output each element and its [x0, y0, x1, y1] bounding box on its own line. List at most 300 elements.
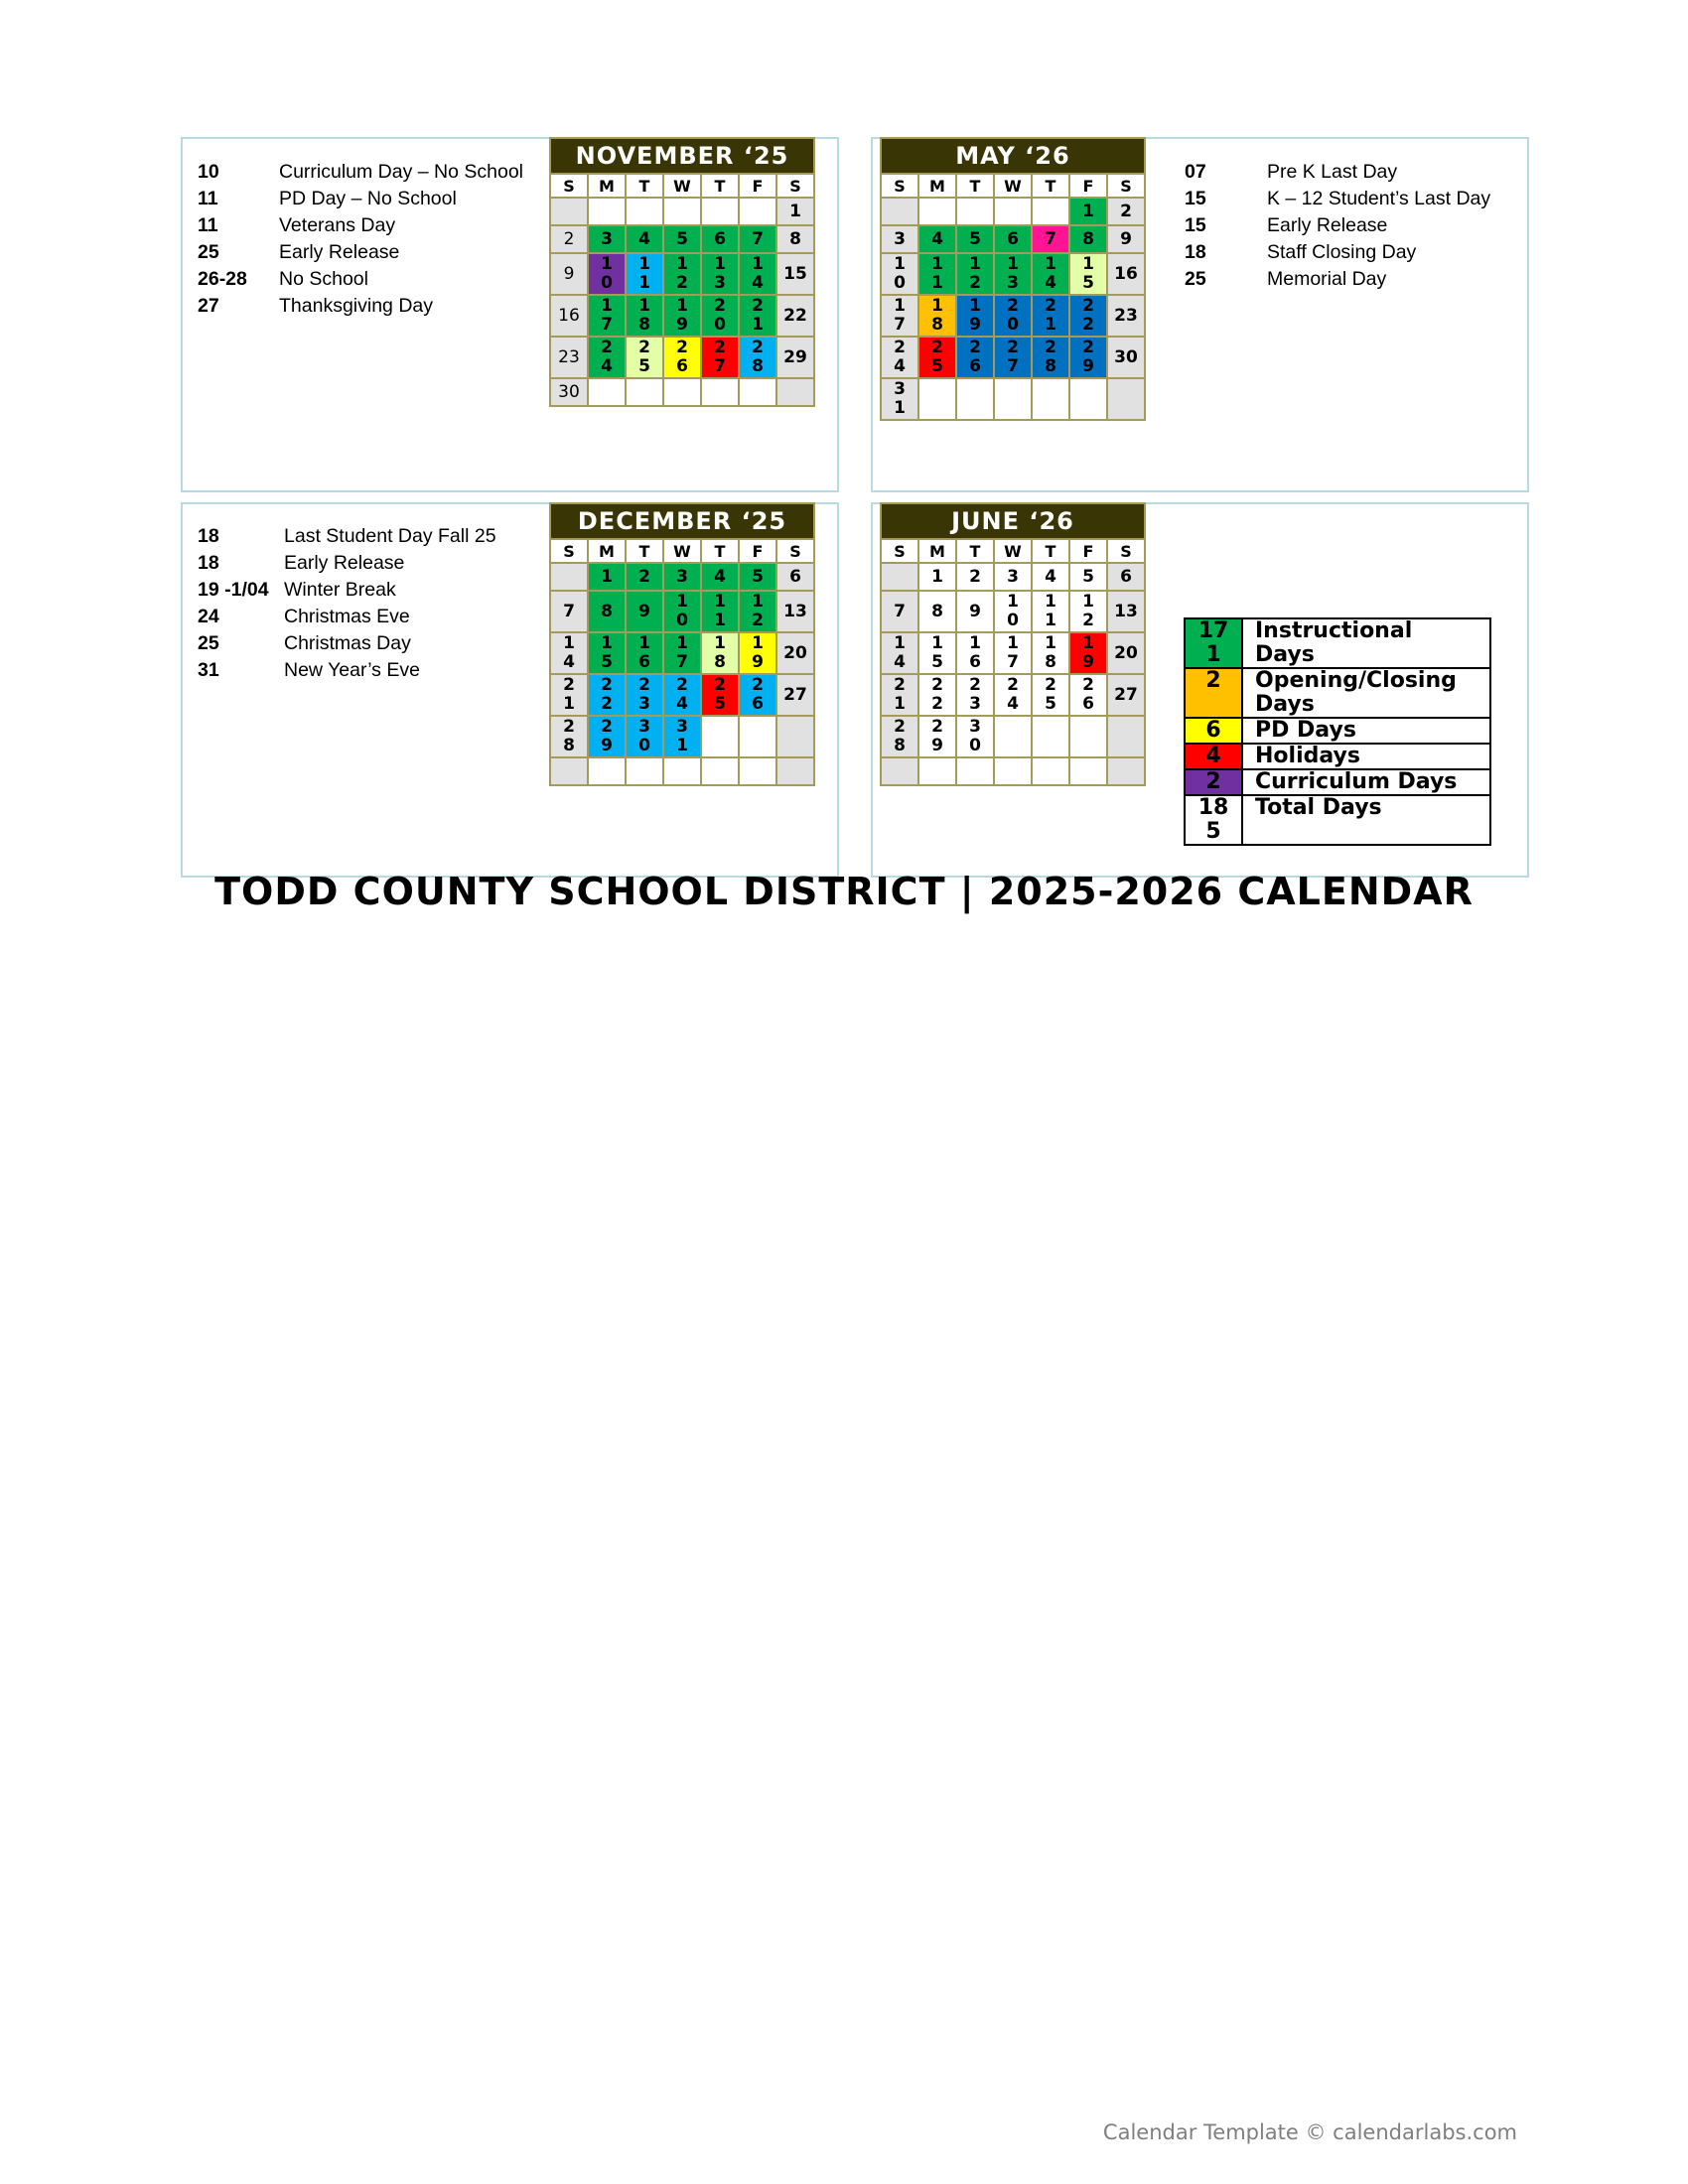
day-cell: 8	[918, 591, 956, 632]
event-date: 25	[198, 241, 219, 263]
day-cell: 1 9	[1069, 632, 1107, 674]
empty-day-cell	[956, 198, 994, 225]
day-cell: 2 5	[701, 674, 739, 716]
june-calendar	[880, 502, 1146, 786]
empty-day-cell	[1107, 757, 1145, 785]
day-cell: 1 8	[1032, 632, 1069, 674]
day-cell: 7	[881, 591, 918, 632]
week-row	[881, 632, 1145, 674]
weekday-header: S	[776, 539, 814, 563]
event-row	[198, 550, 496, 577]
empty-day-cell	[626, 198, 663, 225]
event-description: Winter Break	[284, 579, 396, 601]
event-date: 24	[198, 606, 219, 627]
empty-day-cell	[1032, 757, 1069, 785]
empty-day-cell	[663, 198, 701, 225]
weekday-header: T	[626, 174, 663, 198]
day-cell: 2	[626, 563, 663, 591]
empty-day-cell	[739, 716, 776, 757]
weekday-header: T	[956, 174, 994, 198]
day-cell: 1 7	[881, 295, 918, 337]
empty-day-cell	[701, 716, 739, 757]
week-row	[550, 716, 814, 757]
week-row	[550, 591, 814, 632]
day-cell: 30	[1107, 337, 1145, 378]
day-cell: 2 1	[550, 674, 588, 716]
week-row	[881, 198, 1145, 225]
empty-day-cell	[994, 757, 1032, 785]
event-description: Pre K Last Day	[1267, 161, 1398, 183]
day-cell: 4	[1032, 563, 1069, 591]
empty-day-cell	[1069, 716, 1107, 757]
week-row	[550, 198, 814, 225]
day-cell: 3 1	[663, 716, 701, 757]
week-row	[550, 337, 814, 378]
empty-day-cell	[1032, 378, 1069, 420]
event-description: Early Release	[1267, 214, 1388, 236]
may-calendar	[880, 137, 1146, 421]
week-row	[881, 253, 1145, 295]
day-cell: 2 7	[701, 337, 739, 378]
day-cell: 1 1	[918, 253, 956, 295]
day-cell: 5	[1069, 563, 1107, 591]
weekday-header: S	[881, 174, 918, 198]
day-cell: 3	[881, 225, 918, 253]
empty-day-cell	[588, 757, 626, 785]
legend-count: 18 5	[1185, 795, 1242, 845]
empty-day-cell	[626, 757, 663, 785]
empty-day-cell	[994, 378, 1032, 420]
week-row	[881, 757, 1145, 785]
event-row	[1185, 212, 1490, 239]
weekday-header: T	[701, 539, 739, 563]
day-cell: 16	[550, 295, 588, 337]
legend-label: Total Days	[1242, 795, 1490, 845]
event-row	[1185, 186, 1490, 212]
day-cell: 1 6	[956, 632, 994, 674]
legend-count: 4	[1185, 744, 1242, 769]
weekday-header: T	[626, 539, 663, 563]
day-cell: 2 3	[956, 674, 994, 716]
legend-label: Holidays	[1242, 744, 1490, 769]
day-cell: 2 9	[588, 716, 626, 757]
weekday-header: W	[994, 539, 1032, 563]
weekday-header: F	[739, 174, 776, 198]
day-cell: 2 3	[626, 674, 663, 716]
day-cell: 2	[1107, 198, 1145, 225]
december-events	[198, 523, 496, 684]
empty-day-cell	[956, 757, 994, 785]
day-cell: 2 1	[881, 674, 918, 716]
day-cell: 7	[739, 225, 776, 253]
week-row	[881, 295, 1145, 337]
empty-day-cell	[739, 198, 776, 225]
day-cell: 1 5	[1069, 253, 1107, 295]
day-cell: 1 7	[663, 632, 701, 674]
november-calendar	[549, 137, 815, 407]
template-credit: Calendar Template © calendarlabs.com	[1102, 2120, 1517, 2144]
day-cell: 1 9	[956, 295, 994, 337]
day-cell: 6	[776, 563, 814, 591]
month-title: JUNE ‘26	[881, 503, 1145, 539]
event-date: 15	[1185, 214, 1206, 236]
day-cell: 9	[1107, 225, 1145, 253]
day-cell: 9	[550, 253, 588, 295]
legend-label: PD Days	[1242, 718, 1490, 744]
event-description: Staff Closing Day	[1267, 241, 1417, 263]
weekday-header: M	[918, 174, 956, 198]
empty-day-cell	[550, 563, 588, 591]
event-date: 07	[1185, 161, 1206, 183]
day-cell: 13	[1107, 591, 1145, 632]
event-row	[198, 239, 523, 266]
event-row	[198, 186, 523, 212]
month-title: MAY ‘26	[881, 138, 1145, 174]
day-cell: 27	[776, 674, 814, 716]
week-row	[550, 674, 814, 716]
empty-day-cell	[550, 757, 588, 785]
day-cell: 23	[1107, 295, 1145, 337]
event-row	[198, 293, 523, 320]
day-cell: 3 0	[956, 716, 994, 757]
event-description: Last Student Day Fall 25	[284, 525, 496, 547]
day-cell: 4	[918, 225, 956, 253]
day-cell: 1 0	[881, 253, 918, 295]
week-row	[550, 253, 814, 295]
day-cell: 1 0	[994, 591, 1032, 632]
week-row	[881, 716, 1145, 757]
day-cell: 2 5	[918, 337, 956, 378]
day-cell: 13	[776, 591, 814, 632]
event-description: Early Release	[284, 552, 405, 574]
day-cell: 1 7	[588, 295, 626, 337]
weekday-header: W	[663, 539, 701, 563]
empty-day-cell	[1032, 716, 1069, 757]
day-cell: 6	[1107, 563, 1145, 591]
weekday-header: T	[701, 174, 739, 198]
page-title: TODD COUNTY SCHOOL DISTRICT | 2025-2026 CALENDAR	[214, 870, 1474, 913]
event-description: Early Release	[279, 241, 400, 263]
weekday-header: S	[550, 174, 588, 198]
day-cell: 23	[550, 337, 588, 378]
day-cell: 3	[588, 225, 626, 253]
weekday-header: T	[956, 539, 994, 563]
week-row	[550, 563, 814, 591]
day-cell: 1 2	[663, 253, 701, 295]
week-row	[550, 295, 814, 337]
weekday-header: F	[1069, 539, 1107, 563]
event-description: New Year’s Eve	[284, 659, 420, 681]
day-cell: 1 4	[1032, 253, 1069, 295]
day-cell: 2 5	[626, 337, 663, 378]
day-cell: 7	[1032, 225, 1069, 253]
day-cell: 2 1	[739, 295, 776, 337]
day-cell: 2 1	[1032, 295, 1069, 337]
day-cell: 1	[918, 563, 956, 591]
empty-day-cell	[918, 198, 956, 225]
day-cell: 2	[956, 563, 994, 591]
day-cell: 1 2	[1069, 591, 1107, 632]
empty-day-cell	[776, 716, 814, 757]
day-cell: 2 4	[663, 674, 701, 716]
day-cell: 1 1	[701, 591, 739, 632]
may-events	[1185, 159, 1490, 293]
empty-day-cell	[1069, 378, 1107, 420]
day-cell: 2 8	[1032, 337, 1069, 378]
empty-day-cell	[994, 198, 1032, 225]
day-cell: 2 6	[739, 674, 776, 716]
month-title: DECEMBER ‘25	[550, 503, 814, 539]
weekday-header: T	[1032, 539, 1069, 563]
empty-day-cell	[739, 757, 776, 785]
weekday-header: T	[1032, 174, 1069, 198]
empty-day-cell	[550, 198, 588, 225]
day-cell: 1 4	[881, 632, 918, 674]
day-cell: 1 9	[663, 295, 701, 337]
empty-day-cell	[1069, 757, 1107, 785]
day-cell: 1 4	[739, 253, 776, 295]
day-cell: 5	[739, 563, 776, 591]
event-date: 18	[198, 525, 219, 547]
day-cell: 3 0	[626, 716, 663, 757]
event-date: 25	[198, 632, 219, 654]
day-cell: 1 7	[994, 632, 1032, 674]
day-cell: 4	[626, 225, 663, 253]
empty-day-cell	[739, 378, 776, 406]
day-cell: 1 5	[588, 632, 626, 674]
day-cell: 2 8	[550, 716, 588, 757]
empty-day-cell	[663, 757, 701, 785]
week-row	[881, 225, 1145, 253]
event-row	[198, 604, 496, 630]
day-cell: 6	[701, 225, 739, 253]
week-row	[881, 378, 1145, 420]
empty-day-cell	[881, 757, 918, 785]
week-row	[550, 757, 814, 785]
month-title: NOVEMBER ‘25	[550, 138, 814, 174]
event-row	[1185, 266, 1490, 293]
legend-row	[1185, 795, 1490, 845]
event-date: 25	[1185, 268, 1206, 290]
day-cell: 4	[701, 563, 739, 591]
day-cell: 2 6	[663, 337, 701, 378]
legend-count: 2	[1185, 769, 1242, 795]
weekday-header: M	[918, 539, 956, 563]
empty-day-cell	[881, 563, 918, 591]
week-row	[550, 632, 814, 674]
event-date: 27	[198, 295, 219, 317]
day-cell: 2 2	[918, 674, 956, 716]
day-cell: 1	[1069, 198, 1107, 225]
day-cell: 2 5	[1032, 674, 1069, 716]
day-cell: 2	[550, 225, 588, 253]
event-date: 19 -1/04	[198, 579, 269, 601]
day-cell: 8	[588, 591, 626, 632]
day-cell: 2 2	[588, 674, 626, 716]
day-cell: 1 8	[918, 295, 956, 337]
day-cell: 1 0	[588, 253, 626, 295]
week-row	[550, 378, 814, 406]
event-description: Christmas Eve	[284, 606, 410, 627]
event-date: 10	[198, 161, 219, 183]
event-description: Memorial Day	[1267, 268, 1387, 290]
day-cell: 2 6	[956, 337, 994, 378]
day-cell: 2 9	[1069, 337, 1107, 378]
day-cell: 2 0	[994, 295, 1032, 337]
day-cell: 2 4	[881, 337, 918, 378]
day-cell: 3 1	[881, 378, 918, 420]
day-cell: 8	[1069, 225, 1107, 253]
day-cell: 20	[776, 632, 814, 674]
day-cell: 5	[956, 225, 994, 253]
day-cell: 29	[776, 337, 814, 378]
event-row	[198, 212, 523, 239]
day-cell: 2 7	[994, 337, 1032, 378]
day-cell: 1 1	[626, 253, 663, 295]
legend-count: 17 1	[1185, 618, 1242, 668]
event-row	[1185, 239, 1490, 266]
day-cell: 9	[956, 591, 994, 632]
day-cell: 9	[626, 591, 663, 632]
day-cell: 1 0	[663, 591, 701, 632]
empty-day-cell	[918, 757, 956, 785]
weekday-header: F	[739, 539, 776, 563]
empty-day-cell	[663, 378, 701, 406]
weekday-header: S	[1107, 174, 1145, 198]
legend-label: Opening/Closing Days	[1242, 668, 1490, 718]
day-cell: 2 8	[881, 716, 918, 757]
week-row	[881, 563, 1145, 591]
empty-day-cell	[994, 716, 1032, 757]
day-cell: 1 3	[994, 253, 1032, 295]
weekday-header: M	[588, 174, 626, 198]
week-row	[881, 674, 1145, 716]
day-cell: 7	[550, 591, 588, 632]
weekday-header: M	[588, 539, 626, 563]
day-cell: 20	[1107, 632, 1145, 674]
day-cell: 1	[588, 563, 626, 591]
event-date: 11	[198, 214, 218, 236]
day-cell: 1 8	[626, 295, 663, 337]
legend-count: 6	[1185, 718, 1242, 744]
empty-day-cell	[956, 378, 994, 420]
day-cell: 2 4	[994, 674, 1032, 716]
day-cell: 1 2	[739, 591, 776, 632]
event-row	[198, 266, 523, 293]
legend-row	[1185, 744, 1490, 769]
empty-day-cell	[918, 378, 956, 420]
legend-label: Instructional Days	[1242, 618, 1490, 668]
empty-day-cell	[776, 378, 814, 406]
day-cell: 3	[994, 563, 1032, 591]
legend-row	[1185, 618, 1490, 668]
day-cell: 30	[550, 378, 588, 406]
event-description: Veterans Day	[279, 214, 396, 236]
legend-row	[1185, 718, 1490, 744]
december-calendar	[549, 502, 815, 786]
day-cell: 16	[1107, 253, 1145, 295]
weekday-header: S	[776, 174, 814, 198]
day-cell: 1 4	[550, 632, 588, 674]
empty-day-cell	[701, 378, 739, 406]
day-cell: 15	[776, 253, 814, 295]
day-cell: 2 0	[701, 295, 739, 337]
event-description: Christmas Day	[284, 632, 411, 654]
day-cell: 1 5	[918, 632, 956, 674]
week-row	[881, 591, 1145, 632]
event-row	[198, 523, 496, 550]
weekday-header: W	[663, 174, 701, 198]
weekday-header: S	[550, 539, 588, 563]
week-row	[881, 337, 1145, 378]
event-date: 31	[198, 659, 219, 681]
day-cell: 2 8	[739, 337, 776, 378]
empty-day-cell	[701, 198, 739, 225]
event-row	[1185, 159, 1490, 186]
day-cell: 2 9	[918, 716, 956, 757]
day-cell: 27	[1107, 674, 1145, 716]
november-events	[198, 159, 523, 320]
day-cell: 2 2	[1069, 295, 1107, 337]
day-cell: 1	[776, 198, 814, 225]
day-cell: 1 9	[739, 632, 776, 674]
legend-count: 2	[1185, 668, 1242, 718]
event-date: 15	[1185, 188, 1206, 209]
event-description: PD Day – No School	[279, 188, 457, 209]
legend-row	[1185, 668, 1490, 718]
event-description: Curriculum Day – No School	[279, 161, 524, 183]
day-cell: 1 8	[701, 632, 739, 674]
day-cell: 2 4	[588, 337, 626, 378]
event-row	[198, 630, 496, 657]
day-cell: 5	[663, 225, 701, 253]
day-cell: 3	[663, 563, 701, 591]
day-cell: 6	[994, 225, 1032, 253]
day-cell: 1 1	[1032, 591, 1069, 632]
weekday-header: W	[994, 174, 1032, 198]
legend-row	[1185, 769, 1490, 795]
day-cell: 1 2	[956, 253, 994, 295]
empty-day-cell	[1107, 716, 1145, 757]
legend-label: Curriculum Days	[1242, 769, 1490, 795]
weekday-header: S	[1107, 539, 1145, 563]
empty-day-cell	[626, 378, 663, 406]
day-cell: 1 6	[626, 632, 663, 674]
empty-day-cell	[588, 198, 626, 225]
event-date: 18	[198, 552, 219, 574]
empty-day-cell	[588, 378, 626, 406]
empty-day-cell	[1107, 378, 1145, 420]
event-row	[198, 577, 496, 604]
event-description: Thanksgiving Day	[279, 295, 433, 317]
weekday-header: S	[881, 539, 918, 563]
empty-day-cell	[1032, 198, 1069, 225]
event-row	[198, 159, 523, 186]
day-cell: 8	[776, 225, 814, 253]
event-date: 11	[198, 188, 218, 209]
day-cell: 1 3	[701, 253, 739, 295]
day-cell: 2 6	[1069, 674, 1107, 716]
event-date: 18	[1185, 241, 1206, 263]
empty-day-cell	[881, 198, 918, 225]
empty-day-cell	[776, 757, 814, 785]
day-cell: 22	[776, 295, 814, 337]
empty-day-cell	[701, 757, 739, 785]
week-row	[550, 225, 814, 253]
day-type-legend	[1184, 617, 1491, 846]
weekday-header: F	[1069, 174, 1107, 198]
event-row	[198, 657, 496, 684]
